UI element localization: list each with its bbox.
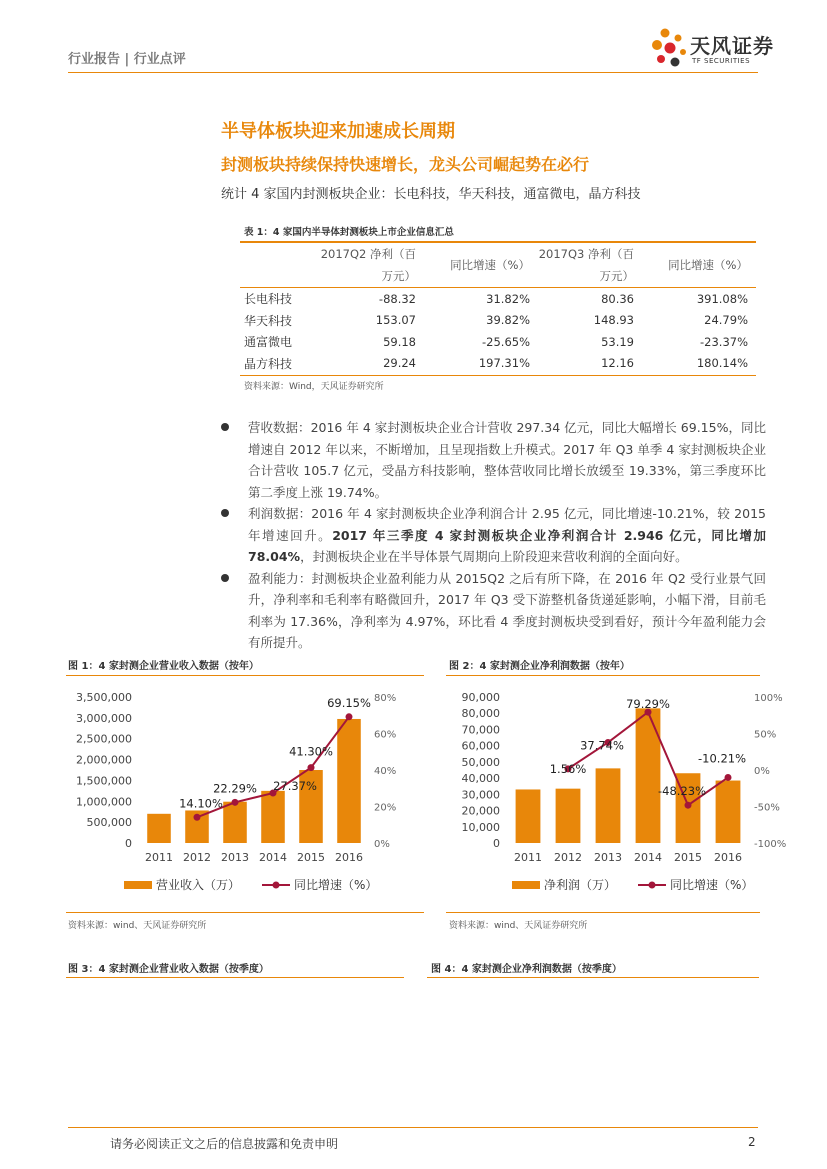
table-header: 同比增速（%）	[642, 243, 756, 288]
bullet-revenue	[221, 417, 766, 503]
figure-2-caption: 图 2：4 家封测企业净利润数据（按年）	[449, 661, 630, 672]
legend-line-label: 同比增速（%）	[670, 878, 754, 892]
y-left-tick-label: 30,000	[461, 788, 500, 802]
y-right-tick-label: 50%	[754, 729, 777, 741]
y-left-tick-label: 20,000	[461, 804, 500, 818]
company-profit-table	[240, 243, 756, 374]
table-cell: -23.37%	[700, 334, 748, 349]
legend-bar-swatch	[124, 881, 152, 889]
bullet-text: 盈利能力：封测板块企业盈利能力从 2015Q2 之后有所下降，在 2016 年 Q2 受行业景气回升，净利率和毛利率有略微回升，2017 年 Q3 受下游整机备货递延影响，小幅下滑，目前毛利率为 17.36%，净利率为 4.97%，环比看 4 季度封测板块受到看好，预计今年盈利能力会有所提升。	[248, 570, 766, 650]
data-label: 1.56%	[549, 761, 587, 776]
legend-bar-label: 净利润（万）	[544, 878, 617, 892]
figure-2-rule	[446, 675, 760, 676]
bar	[337, 719, 361, 843]
x-tick-label: 2011	[145, 851, 173, 864]
table-source: 资料来源：Wind，天风证券研究所	[244, 382, 384, 392]
x-tick-label: 2013	[594, 851, 622, 864]
y-left-tick-label: 50,000	[461, 755, 500, 769]
y-left-tick-label: 3,500,000	[76, 691, 132, 704]
y-right-tick-label: 80%	[374, 693, 397, 704]
table-header	[240, 243, 318, 288]
growth-point	[194, 814, 201, 821]
growth-point	[725, 774, 732, 781]
section-title: 半导体板块迎来加速成长周期	[221, 121, 455, 142]
table-header: 2017Q3 净利（百万元）	[538, 243, 642, 288]
y-right-tick-label: 60%	[374, 729, 397, 741]
y-left-tick-label: 60,000	[461, 739, 500, 753]
x-tick-label: 2011	[514, 851, 542, 864]
table-row	[240, 353, 756, 375]
figure-3-rule	[66, 977, 404, 978]
brand-name-en: TF SECURITIES	[692, 57, 751, 65]
bullet-profitability	[221, 568, 766, 654]
table-cell: 80.36	[601, 291, 634, 306]
chart-net-profit	[446, 680, 787, 910]
growth-point	[308, 764, 315, 771]
y-left-tick-label: 80,000	[461, 707, 500, 721]
y-left-tick-label: 70,000	[461, 723, 500, 737]
x-tick-label: 2015	[674, 851, 702, 864]
company-name: 晶方科技	[244, 356, 293, 371]
table-row	[240, 288, 756, 310]
growth-point	[232, 799, 239, 806]
x-tick-label: 2012	[183, 851, 211, 864]
brand-name: 天风证券	[690, 34, 774, 58]
y-right-tick-label: 0%	[754, 766, 770, 777]
y-left-tick-label: 0	[493, 837, 500, 850]
data-label: 79.29%	[626, 697, 670, 712]
figure-4-caption: 图 4：4 家封测企业净利润数据（按季度）	[431, 964, 622, 975]
bullet-text: ，封测板块企业在半导体景气周期向上阶段迎来营收利润的全面向好。	[300, 549, 688, 564]
table-cell: 153.07	[375, 313, 416, 328]
bullet-dot-icon	[221, 423, 229, 431]
bullet-list	[221, 417, 766, 654]
header-divider	[68, 72, 758, 73]
data-label: 37.74%	[580, 738, 624, 753]
table-cell: 148.93	[593, 313, 634, 328]
page-number: 2	[748, 1135, 756, 1149]
company-name: 通富微电	[244, 335, 293, 350]
data-label: 69.15%	[327, 695, 371, 710]
table-caption: 表 1：4 家国内半导体封测板块上市企业信息汇总	[244, 227, 454, 238]
y-right-tick-label: -50%	[754, 802, 780, 814]
bar	[261, 791, 285, 843]
bullet-text: 营收数据：2016 年 4 家封测板块企业合计营收 297.34 亿元，同比大幅增长 69.15%，同比增速自 2012 年以来，不断增加，且呈现指数上升模式。2017 年 Q3 单季 4 家封测板块企业合计营收 105.7 亿元，受晶方科技影响，整体营收同比增长放缓至 19.33%，第三季度环比第二季度上涨 19.74%。	[248, 420, 766, 500]
data-label: 41.30%	[289, 744, 333, 759]
growth-point	[685, 802, 692, 809]
legend-bar-swatch	[512, 881, 540, 889]
figure-4-rule	[427, 977, 759, 978]
bar	[556, 789, 581, 843]
table-row	[240, 310, 756, 332]
table-cell: 53.19	[601, 334, 634, 349]
figure-1-source: 资料来源：wind、天风证券研究所	[68, 921, 207, 931]
bullet-text: 利润数据：2016 年 4 家封测板块企业净利润合计 2.95 亿元，同比增速-10.21%，较 2015 年增速回升。	[248, 506, 766, 543]
figure-1-bottom-rule	[66, 912, 424, 913]
figure-2-source: 资料来源：wind、天风证券研究所	[449, 921, 588, 931]
figure-3-caption: 图 3：4 家封测企业营业收入数据（按季度）	[68, 964, 269, 975]
bullet-dot-icon	[221, 574, 229, 582]
table-cell: 39.82%	[486, 313, 530, 328]
y-left-tick-label: 2,500,000	[76, 732, 132, 746]
data-label: 14.10%	[179, 796, 223, 811]
section-subtitle: 封测板块持续保持快速增长，龙头公司崛起势在必行	[221, 155, 590, 174]
table-row	[240, 331, 756, 353]
data-label: -48.23%	[658, 784, 706, 799]
footer-disclaimer: 请务必阅读正文之后的信息披露和免责申明	[110, 1137, 339, 1151]
x-tick-label: 2013	[221, 851, 249, 864]
bullet-dot-icon	[221, 509, 229, 517]
bar	[636, 708, 661, 843]
table-cell: -88.32	[378, 291, 416, 306]
y-left-tick-label: 500,000	[86, 816, 132, 830]
report-category: 行业报告 | 行业点评	[68, 52, 186, 67]
bar	[716, 781, 741, 843]
x-tick-label: 2016	[335, 851, 363, 864]
data-label: -10.21%	[698, 751, 746, 766]
growth-point	[346, 713, 353, 720]
table-cell: 24.79%	[704, 313, 748, 328]
legend-line-label: 同比增速（%）	[294, 878, 378, 892]
company-name: 华天科技	[244, 313, 293, 328]
table-cell: 29.24	[383, 356, 416, 371]
brand-logo-icon	[650, 26, 690, 72]
bullet-bold-text: 2017 年三季度 4 家封测板块企业净利润合计 2.946 亿元，同比增加 78.04%	[248, 527, 766, 564]
data-label: 22.29%	[213, 781, 257, 796]
table-cell: 391.08%	[696, 291, 748, 306]
data-label: 27.37%	[273, 779, 317, 794]
legend-bar-label: 营业收入（万）	[156, 878, 241, 892]
chart-revenue	[66, 680, 424, 910]
bar	[223, 802, 247, 843]
footer-divider	[68, 1127, 758, 1128]
y-right-tick-label: 40%	[374, 766, 397, 777]
legend-line-marker	[273, 882, 280, 889]
bar	[596, 768, 621, 843]
table-cell: 12.16	[601, 356, 634, 371]
y-left-tick-label: 90,000	[461, 691, 500, 704]
x-tick-label: 2012	[554, 851, 582, 864]
table-header: 同比增速（%）	[424, 243, 538, 288]
y-left-tick-label: 0	[125, 837, 132, 850]
legend-line-marker	[649, 882, 656, 889]
y-right-tick-label: -100%	[754, 839, 787, 850]
x-tick-label: 2014	[259, 851, 287, 864]
table-cell: 59.18	[383, 334, 416, 349]
figure-1-rule	[66, 675, 424, 676]
x-tick-label: 2016	[714, 851, 742, 864]
y-right-tick-label: 20%	[374, 802, 397, 814]
table-cell: 31.82%	[486, 291, 530, 306]
table-header: 2017Q2 净利（百万元）	[318, 243, 424, 288]
figure-1-caption: 图 1：4 家封测企业营业收入数据（按年）	[68, 661, 259, 672]
company-name: 长电科技	[244, 292, 293, 307]
table-bottom-rule	[240, 375, 756, 376]
y-left-tick-label: 40,000	[461, 772, 500, 786]
table-cell: 180.14%	[696, 356, 748, 371]
y-left-tick-label: 3,000,000	[76, 711, 132, 725]
x-tick-label: 2014	[634, 851, 662, 864]
y-right-tick-label: 0%	[374, 839, 390, 850]
y-left-tick-label: 2,000,000	[76, 753, 132, 767]
bar	[516, 789, 541, 843]
intro-text: 统计 4 家国内封测板块企业：长电科技，华天科技，通富微电，晶方科技	[221, 187, 641, 202]
figure-2-bottom-rule	[446, 912, 760, 913]
y-left-tick-label: 1,000,000	[76, 795, 132, 809]
x-tick-label: 2015	[297, 851, 325, 864]
bar	[147, 814, 171, 843]
y-right-tick-label: 100%	[754, 693, 783, 704]
bullet-profit	[221, 503, 766, 568]
y-left-tick-label: 1,500,000	[76, 774, 132, 788]
table-cell: 197.31%	[478, 356, 530, 371]
y-left-tick-label: 10,000	[461, 820, 500, 834]
table-cell: -25.65%	[482, 334, 530, 349]
